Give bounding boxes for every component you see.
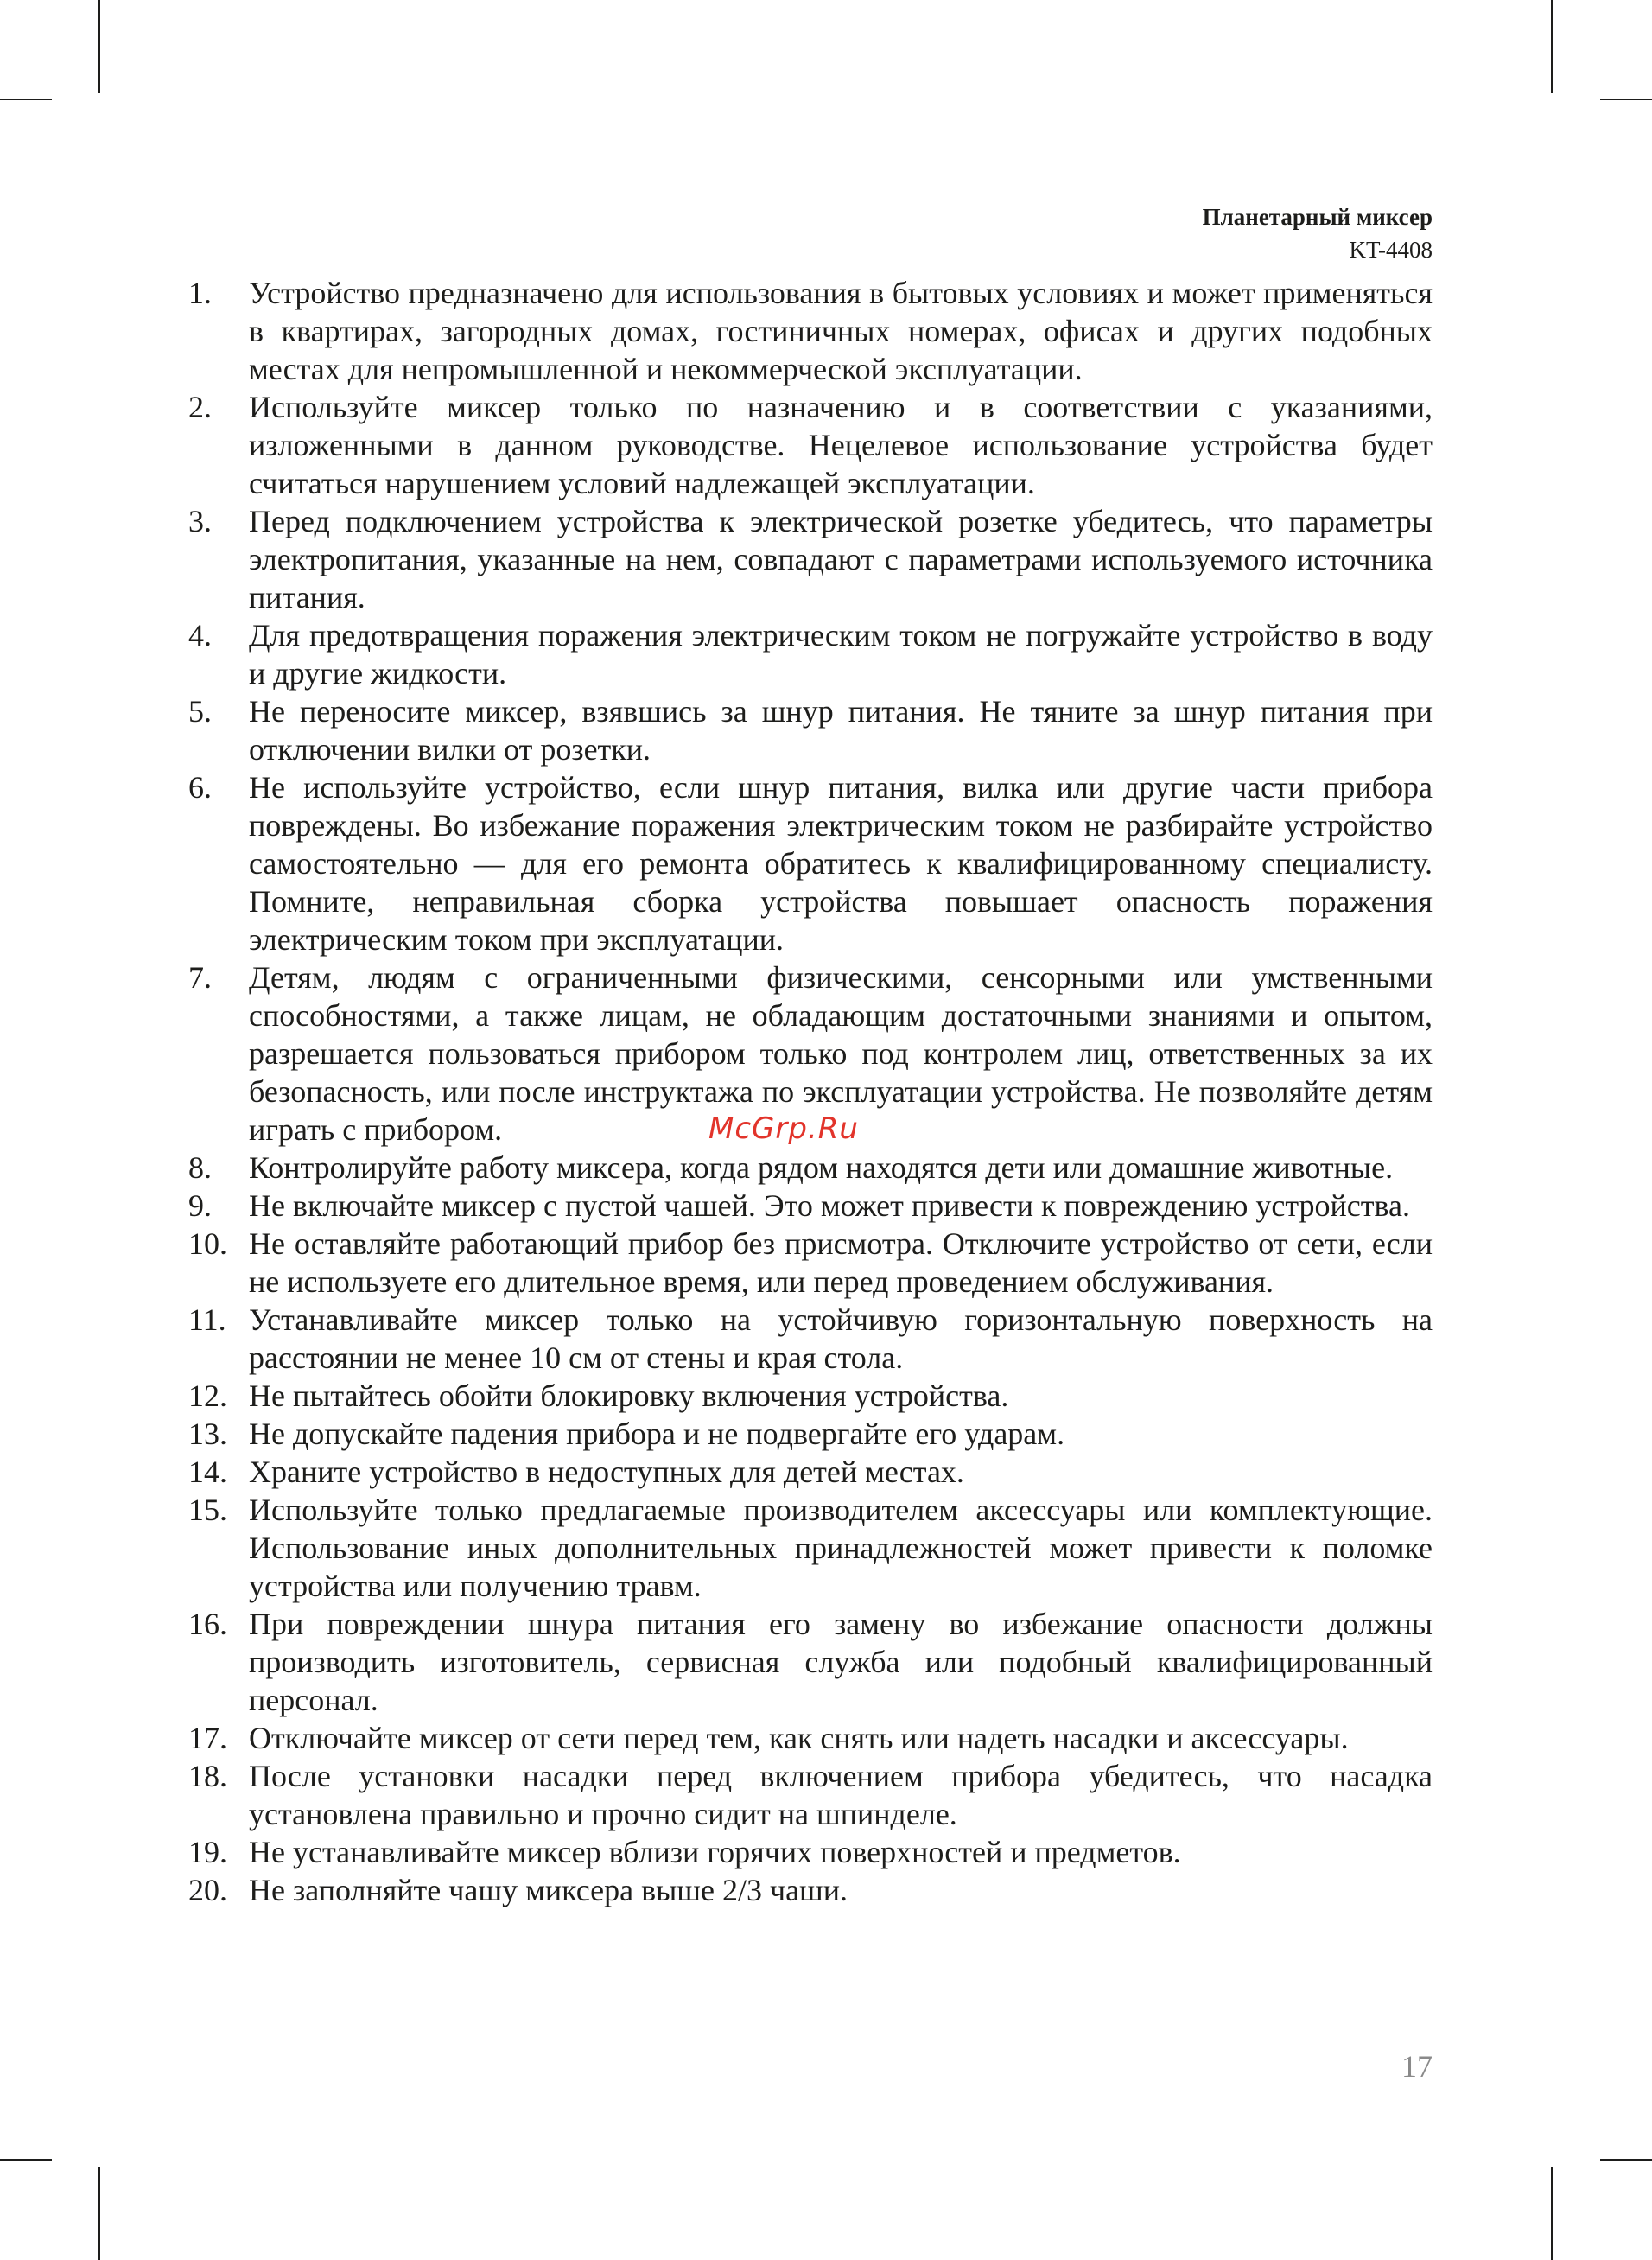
product-model: KT-4408: [1349, 237, 1433, 263]
crop-mark-bottom-left-horizontal: [0, 2159, 52, 2161]
crop-mark-bottom-left-vertical: [98, 2167, 100, 2260]
list-item-number: 1.: [188, 276, 212, 310]
list-item: [188, 768, 1433, 958]
list-item: [188, 1225, 1433, 1301]
list-item: [188, 1605, 1433, 1719]
list-item-text: Детям, людям с ограниченными физическими, сенсорными или умственными способностями, а также лицам, не обладающим достаточными знаниями и опытом, разрешается пользоваться прибором только под контролем лиц, ответственных за их безопасность, или после инструктажа по эксплуатации устройства. Не позволяйте детям играть с прибором.: [249, 960, 1433, 1147]
list-item-text: Используйте миксер только по назначению и в соответствии с указаниями, изложенными в данном руководстве. Нецелевое использование устройства будет считаться нарушением условий надлежащей эксплуатации.: [249, 390, 1433, 500]
list-item-text: При повреждении шнура питания его замену во избежание опасности должны производить изготовитель, сервисная служба или подобный квалифицированный персонал.: [249, 1607, 1433, 1717]
list-item-number: 10.: [188, 1226, 227, 1261]
list-item-text: Не пытайтесь обойти блокировку включения устройства.: [249, 1378, 1009, 1413]
list-item: [188, 388, 1433, 502]
list-item-text: Храните устройство в недоступных для детей местах.: [249, 1455, 964, 1489]
list-item: [188, 616, 1433, 692]
list-item-number: 8.: [188, 1150, 212, 1185]
list-item-text: Не включайте миксер с пустой чашей. Это может привести к повреждению устройства.: [249, 1188, 1410, 1223]
list-item-number: 20.: [188, 1873, 227, 1907]
list-item-number: 15.: [188, 1493, 227, 1527]
list-item-number: 3.: [188, 504, 212, 538]
list-item-number: 13.: [188, 1416, 227, 1451]
list-item: [188, 502, 1433, 616]
list-item: [188, 1187, 1433, 1225]
list-item-number: 16.: [188, 1607, 227, 1641]
list-item-number: 9.: [188, 1188, 212, 1223]
list-item-text: Отключайте миксер от сети перед тем, как снять или надеть насадки и аксессуары.: [249, 1721, 1349, 1755]
list-item-text: Устройство предназначено для использования в бытовых условиях и может применяться в квартирах, загородных домах, гостиничных номерах, офисах и других подобных местах для непромышленной и некоммерческой эксплуатации.: [249, 276, 1433, 386]
list-item-text: Не допускайте падения прибора и не подвергайте его ударам.: [249, 1416, 1065, 1451]
crop-mark-top-right-vertical: [1551, 0, 1553, 93]
list-item-text: Устанавливайте миксер только на устойчивую горизонтальную поверхность на расстоянии не менее 10 см от стены и края стола.: [249, 1302, 1433, 1375]
list-item-number: 18.: [188, 1759, 227, 1793]
crop-mark-top-left-horizontal: [0, 99, 52, 100]
list-item: [188, 1453, 1433, 1491]
watermark: McGrp.Ru: [708, 1111, 859, 1146]
list-item-text: Не оставляйте работающий прибор без присмотра. Отключите устройство от сети, если не используете его длительное время, или перед проведением обслуживания.: [249, 1226, 1433, 1299]
list-item-text: Не используйте устройство, если шнур питания, вилка или другие части прибора повреждены. Во избежание поражения электрическим током не разбирайте устройство самостоятельно — для его ремонта обратитесь к квалифицированному специалисту. Помните, неправильная сборка устройства повышает опасность поражения электрическим током при эксплуатации.: [249, 770, 1433, 957]
list-item-text: Для предотвращения поражения электрическим током не погружайте устройство в воду и другие жидкости.: [249, 618, 1433, 691]
product-title: Планетарный миксер: [1202, 204, 1433, 230]
list-item: [188, 1719, 1433, 1757]
list-item-text: После установки насадки перед включением прибора убедитесь, что насадка установлена правильно и прочно сидит на шпинделе.: [249, 1759, 1433, 1831]
list-item-number: 17.: [188, 1721, 227, 1755]
list-item: [188, 1301, 1433, 1377]
list-item-number: 2.: [188, 390, 212, 424]
crop-mark-top-left-vertical: [98, 0, 100, 93]
list-item-number: 5.: [188, 694, 212, 729]
list-item-text: Используйте только предлагаемые производителем аксессуары или комплектующие. Использование иных дополнительных принадлежностей может привести к поломке устройства или получению травм.: [249, 1493, 1433, 1603]
list-item: [188, 1491, 1433, 1605]
list-item: [188, 692, 1433, 768]
list-item-text: Не заполняйте чашу миксера выше 2/3 чаши.: [249, 1873, 848, 1907]
list-item-number: 14.: [188, 1455, 227, 1489]
list-item: [188, 1871, 1433, 1909]
list-item: [188, 1757, 1433, 1833]
crop-mark-bottom-right-vertical: [1551, 2167, 1553, 2260]
list-item-number: 19.: [188, 1835, 227, 1869]
list-item-number: 11.: [188, 1302, 226, 1337]
list-item-text: Не переносите миксер, взявшись за шнур питания. Не тяните за шнур питания при отключении вилки от розетки.: [249, 694, 1433, 767]
crop-mark-top-right-horizontal: [1600, 99, 1652, 100]
list-item-number: 12.: [188, 1378, 227, 1413]
list-item-text: Контролируйте работу миксера, когда рядом находятся дети или домашние животные.: [249, 1150, 1394, 1185]
list-item-number: 4.: [188, 618, 212, 653]
list-item: [188, 274, 1433, 388]
list-item-text: Не устанавливайте миксер вблизи горячих поверхностей и предметов.: [249, 1835, 1181, 1869]
page-number: 17: [1401, 2049, 1433, 2084]
list-item-number: 7.: [188, 960, 212, 995]
list-item: [188, 1377, 1433, 1415]
list-item-text: Перед подключением устройства к электрической розетке убедитесь, что параметры электропитания, указанные на нем, совпадают с параметрами используемого источника питания.: [249, 504, 1433, 614]
list-item-number: 6.: [188, 770, 212, 805]
page-header: [1203, 201, 1433, 266]
list-item: [188, 1833, 1433, 1871]
list-item: [188, 1415, 1433, 1453]
list-item: [188, 1149, 1433, 1187]
crop-mark-bottom-right-horizontal: [1600, 2159, 1652, 2161]
safety-rules-list: [188, 274, 1433, 1909]
